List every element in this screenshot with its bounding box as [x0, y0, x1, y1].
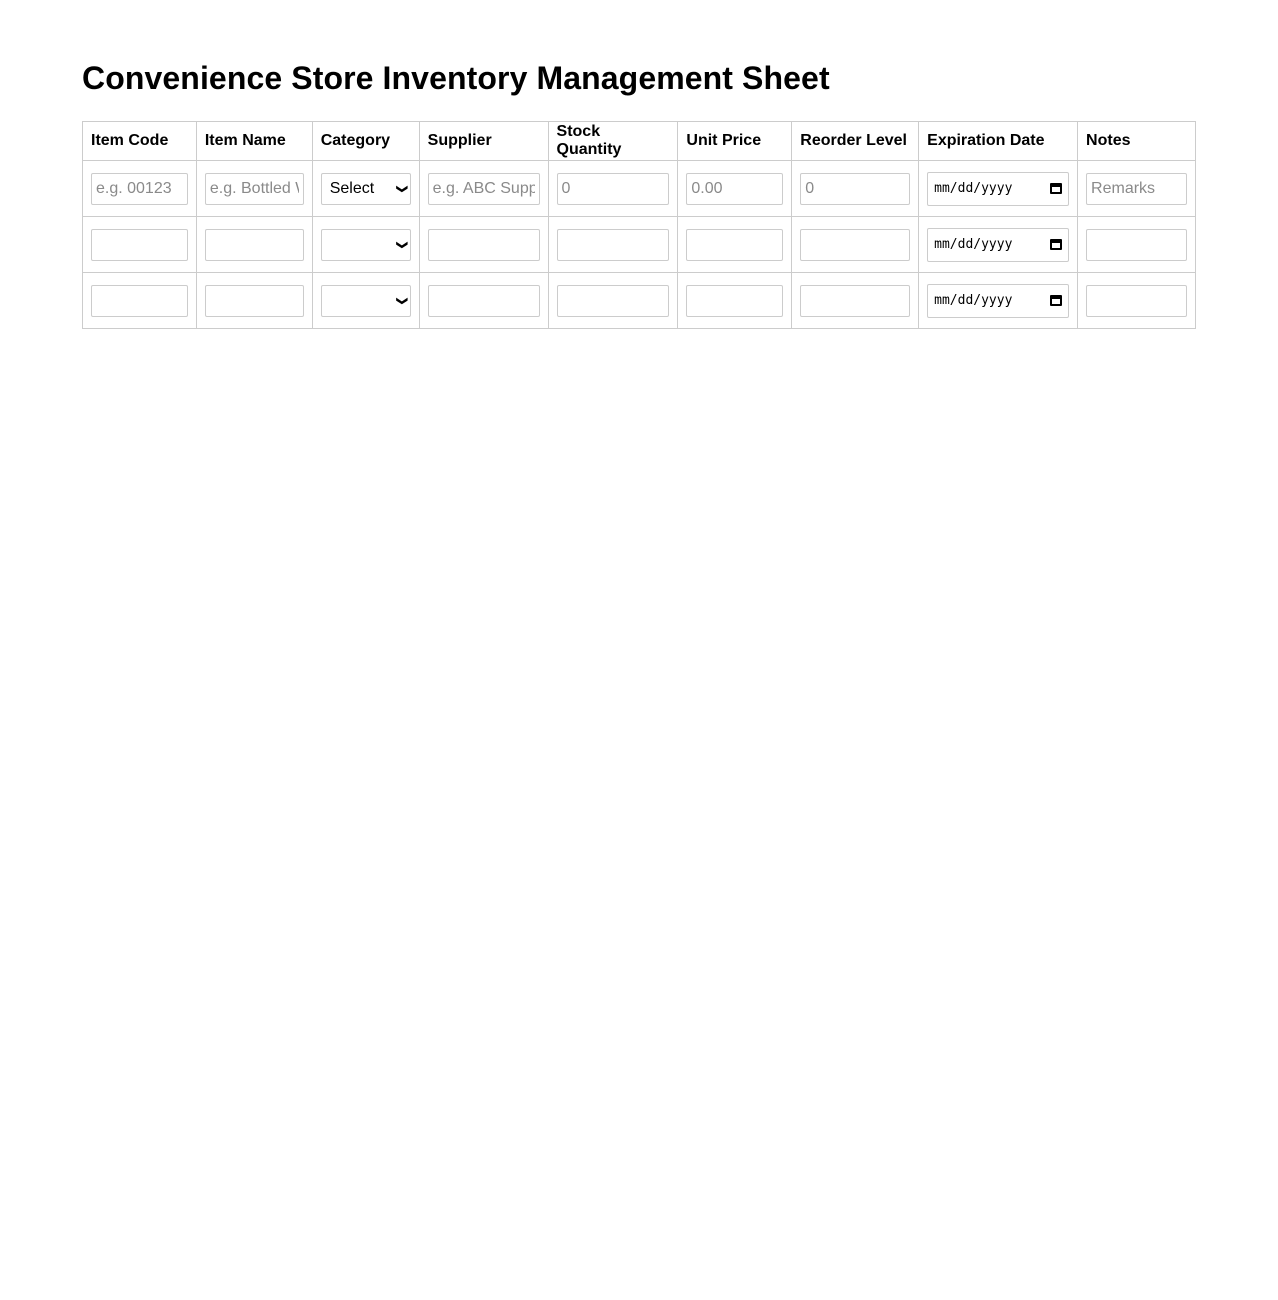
header-reorder-level: Reorder Level	[792, 122, 919, 161]
unit-price-input[interactable]	[686, 229, 783, 261]
supplier-input[interactable]	[428, 285, 540, 317]
header-expiration-date: Expiration Date	[919, 122, 1078, 161]
chevron-down-icon: ❯	[396, 183, 409, 194]
stock-quantity-input[interactable]	[557, 173, 670, 205]
calendar-icon[interactable]	[1050, 295, 1062, 306]
page-container	[82, 58, 1196, 329]
unit-price-input[interactable]	[686, 285, 783, 317]
chevron-down-icon: ❯	[396, 295, 409, 306]
category-select[interactable]	[321, 229, 411, 261]
category-select-wrapper	[321, 229, 411, 261]
item-code-input[interactable]	[91, 173, 188, 205]
header-item-code: Item Code	[83, 122, 197, 161]
notes-input[interactable]	[1086, 285, 1187, 317]
stock-quantity-input[interactable]	[557, 229, 670, 261]
stock-quantity-input[interactable]	[557, 285, 670, 317]
table-row	[83, 217, 1196, 273]
date-placeholder: mm/dd/yyyy	[934, 293, 1013, 308]
date-placeholder: mm/dd/yyyy	[934, 181, 1013, 196]
inventory-table	[82, 121, 1196, 329]
supplier-input[interactable]	[428, 229, 540, 261]
header-row	[83, 122, 1196, 161]
item-code-input[interactable]	[91, 285, 188, 317]
calendar-icon[interactable]	[1050, 239, 1062, 250]
table-row	[83, 273, 1196, 329]
item-name-input[interactable]	[205, 229, 304, 261]
calendar-icon[interactable]	[1050, 183, 1062, 194]
expiration-date-input[interactable]	[927, 172, 1069, 206]
chevron-down-icon: ❯	[396, 239, 409, 250]
notes-input[interactable]	[1086, 229, 1187, 261]
header-unit-price: Unit Price	[678, 122, 792, 161]
reorder-level-input[interactable]	[800, 285, 910, 317]
category-select[interactable]	[321, 285, 411, 317]
category-select[interactable]	[321, 173, 411, 205]
item-code-input[interactable]	[91, 229, 188, 261]
expiration-date-input[interactable]	[927, 284, 1069, 318]
header-category: Category	[312, 122, 419, 161]
header-notes: Notes	[1078, 122, 1196, 161]
page-title: Convenience Store Inventory Management Sheet	[82, 60, 830, 96]
expiration-date-input[interactable]	[927, 228, 1069, 262]
header-stock-quantity: Stock Quantity	[548, 122, 678, 161]
notes-input[interactable]	[1086, 173, 1187, 205]
supplier-input[interactable]	[428, 173, 540, 205]
category-select-wrapper	[321, 173, 411, 205]
header-supplier: Supplier	[419, 122, 548, 161]
unit-price-input[interactable]	[686, 173, 783, 205]
reorder-level-input[interactable]	[800, 229, 910, 261]
date-placeholder: mm/dd/yyyy	[934, 237, 1013, 252]
reorder-level-input[interactable]	[800, 173, 910, 205]
item-name-input[interactable]	[205, 285, 304, 317]
item-name-input[interactable]	[205, 173, 304, 205]
header-item-name: Item Name	[196, 122, 312, 161]
category-select-wrapper	[321, 285, 411, 317]
table-row	[83, 161, 1196, 217]
